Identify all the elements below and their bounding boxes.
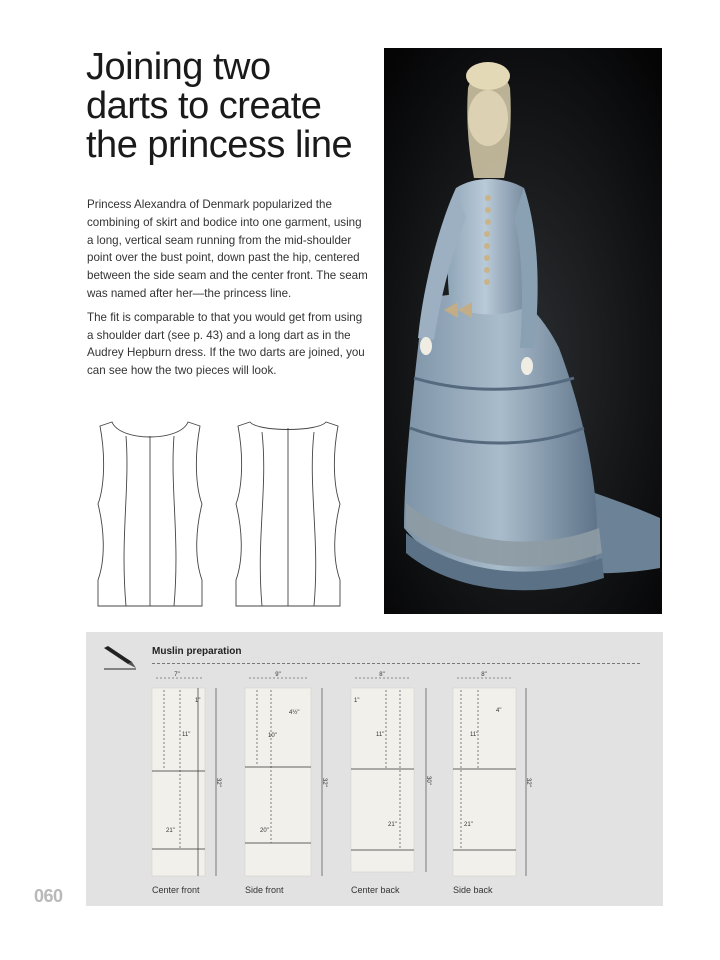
sb-m3: 21" xyxy=(464,822,473,828)
title-line-3: the princess line xyxy=(86,124,353,166)
cf-width: 7" xyxy=(174,672,180,678)
sb-m2: 11" xyxy=(470,732,479,738)
piece-side-back xyxy=(453,672,531,876)
piece-side-front xyxy=(245,672,327,876)
cf-length: 32" xyxy=(215,778,221,787)
title-line-2: darts to create xyxy=(86,85,322,127)
paragraph-fit: The fit is comparable to that you would get from using a shoulder dart (see p. 43) and a long dart as in the Audrey Hepburn dress. If the two darts are joined, you can see how the two pieces will look. xyxy=(87,310,365,378)
sf-width: 9" xyxy=(275,672,281,678)
sf-m2: 10" xyxy=(268,733,277,739)
sf-m1: 4½" xyxy=(289,710,300,716)
piece-center-front xyxy=(152,672,221,876)
cf-m3: 21" xyxy=(166,828,175,834)
muslin-heading: Muslin preparation xyxy=(152,646,242,657)
cb-length: 30" xyxy=(425,776,431,785)
cb-m2: 11" xyxy=(376,732,385,738)
cf-m2: 11" xyxy=(182,732,191,738)
label-center-back: Center back xyxy=(351,885,400,895)
page-title xyxy=(86,48,376,165)
piece-center-back xyxy=(351,672,431,872)
paragraph-intro: Princess Alexandra of Denmark popularized the combining of skirt and bodice into one garment, using a long, vertical seam running from the mid-shoulder point over the bust point, down past the hip, centered between the side seam and the center front. The seam was named after her—the princess line. xyxy=(87,198,368,300)
bodice-back-sketch xyxy=(236,422,340,606)
dress-photo xyxy=(384,48,662,614)
muslin-pieces-diagram xyxy=(86,632,663,906)
cb-m3: 21" xyxy=(388,822,397,828)
sb-length: 32" xyxy=(525,778,531,787)
label-center-front: Center front xyxy=(152,885,200,895)
cb-width: 8" xyxy=(379,672,385,678)
princess-line-sketches xyxy=(90,418,360,614)
label-side-front: Side front xyxy=(245,885,284,895)
page-number: 060 xyxy=(34,886,63,906)
title-line-1: Joining two xyxy=(86,46,271,88)
muslin-preparation-panel xyxy=(86,632,663,906)
sb-width: 8" xyxy=(481,672,487,678)
body-text xyxy=(87,196,369,386)
cb-m1: 1" xyxy=(354,698,360,704)
sf-length: 32" xyxy=(321,778,327,787)
label-side-back: Side back xyxy=(453,885,493,895)
sf-m3: 20" xyxy=(260,828,269,834)
sb-m1: 4" xyxy=(496,708,502,714)
cf-m1: 1" xyxy=(195,698,201,704)
dress-illustration xyxy=(384,48,662,614)
bodice-front-sketch xyxy=(98,422,202,606)
